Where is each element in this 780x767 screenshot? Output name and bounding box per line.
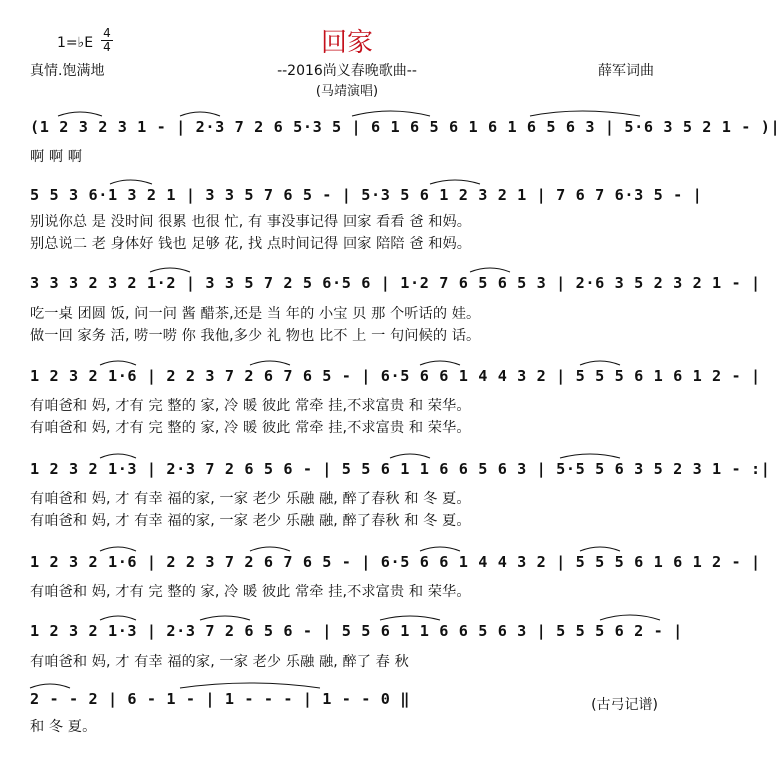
lyrics-line-4b: 有咱爸和 妈, 才有 完 整的 家, 冷 暖 彼此 常牵 挂,不求富贵 和 荣华。	[30, 420, 471, 436]
notation-line-3: 3 3 3 2 3 2 1·2 | 3 3 5 7 2 5 6·5 6 | 1·2 7 6 5 6 5 3 | 2·6 3 5 2 3 2 1 - |	[30, 274, 761, 292]
key-signature: 1=♭E	[57, 35, 94, 51]
lyrics-line-8: 和 冬 夏。	[30, 719, 97, 735]
slur	[180, 112, 220, 116]
slur	[200, 616, 250, 620]
time-signature-top: 4	[103, 26, 111, 40]
lyrics-line-2b: 别总说二 老 身体好 钱也 足够 花, 找 点时间记得 回家 陪陪 爸 和妈。	[30, 236, 472, 252]
slur	[100, 361, 136, 365]
notation-line-4: 1 2 3 2 1·6 | 2 2 3 7 2 6 7 6 5 - | 6·5 6 6 1 4 4 3 2 | 5 5 5 6 1 6 1 2 - |	[30, 367, 761, 385]
slur	[180, 683, 320, 688]
slur	[430, 180, 480, 184]
slur	[100, 454, 136, 458]
slur	[390, 454, 430, 458]
lyrics-line-4a: 有咱爸和 妈, 才有 完 整的 家, 冷 暖 彼此 常牵 挂,不求富贵 和 荣华。	[30, 398, 471, 414]
slur	[30, 684, 70, 688]
slur	[150, 268, 190, 272]
slur	[580, 361, 620, 365]
slur	[420, 361, 460, 365]
lyrics-line-3a: 吃一桌 团圆 饭, 问一问 酱 醋茶,还是 当 年的 小宝 贝 那 个听话的 娃。	[30, 306, 481, 322]
slur	[420, 547, 460, 551]
slur	[380, 616, 440, 620]
lyrics-line-2a: 别说你总 是 没时间 很累 也很 忙, 有 事没事记得 回家 看看 爸 和妈。	[30, 214, 472, 230]
notation-line-5: 1 2 3 2 1·3 | 2·3 7 2 6 5 6 - | 5 5 6 1 1 6 6 5 6 3 | 5·5 5 6 3 5 2 3 1 - :|	[30, 460, 771, 478]
slur	[580, 547, 620, 551]
lyrics-line-6: 有咱爸和 妈, 才有 完 整的 家, 冷 暖 彼此 常牵 挂,不求富贵 和 荣华。	[30, 584, 471, 600]
slur	[110, 180, 152, 184]
lyrics-line-1: 啊 啊 啊	[30, 149, 83, 165]
notation-line-6: 1 2 3 2 1·6 | 2 2 3 7 2 6 7 6 5 - | 6·5 6 6 1 4 4 3 2 | 5 5 5 6 1 6 1 2 - |	[30, 553, 761, 571]
lyrics-line-3b: 做一回 家务 活, 唠一唠 你 我他,多少 礼 物也 比不 上 一 句问候的 话。	[30, 328, 481, 344]
slur	[352, 111, 430, 116]
slur	[58, 112, 102, 116]
slur	[250, 547, 290, 551]
slur	[100, 616, 136, 620]
transcriber-credit: (古弓记谱)	[591, 697, 658, 713]
slur	[250, 361, 290, 365]
song-title: 回家	[320, 28, 373, 58]
notation-line-1: (1 2 3 2 3 1 - | 2·3 7 2 6 5·3 5 | 6 1 6 5 6 1 6 1 6 5 6 3 | 5·6 3 5 2 1 - )|	[30, 118, 780, 136]
expression-mark: 真情.饱满地	[30, 63, 105, 79]
performer: (马靖演唱)	[315, 84, 379, 99]
notation-line-2: 5 5 3 6·1 3 2 1 | 3 3 5 7 6 5 - | 5·3 5 6 1 2 3 2 1 | 7 6 7 6·3 5 - |	[30, 186, 703, 204]
slur	[600, 615, 660, 620]
notation-line-7: 1 2 3 2 1·3 | 2·3 7 2 6 5 6 - | 5 5 6 1 1 6 6 5 6 3 | 5 5 5 6 2 - |	[30, 622, 683, 640]
time-signature-bottom: 4	[103, 40, 111, 54]
slur	[470, 268, 510, 272]
lyrics-line-5b: 有咱爸和 妈, 才 有幸 福的家, 一家 老少 乐融 融, 醉了春秋 和 冬 夏。	[30, 513, 471, 529]
lyrics-line-7: 有咱爸和 妈, 才 有幸 福的家, 一家 老少 乐融 融, 醉了 春 秋	[30, 654, 409, 670]
authors: 薛军词曲	[598, 63, 654, 79]
slur	[560, 454, 620, 458]
subtitle: --2016尚义春晚歌曲--	[277, 63, 417, 79]
slur	[530, 111, 640, 116]
lyrics-line-5a: 有咱爸和 妈, 才 有幸 福的家, 一家 老少 乐融 融, 醉了春秋 和 冬 夏。	[30, 491, 471, 507]
slur	[100, 547, 136, 551]
notation-line-8: 2 - - 2 | 6 - 1 - | 1 - - - | 1 - - 0 ‖	[30, 690, 411, 708]
